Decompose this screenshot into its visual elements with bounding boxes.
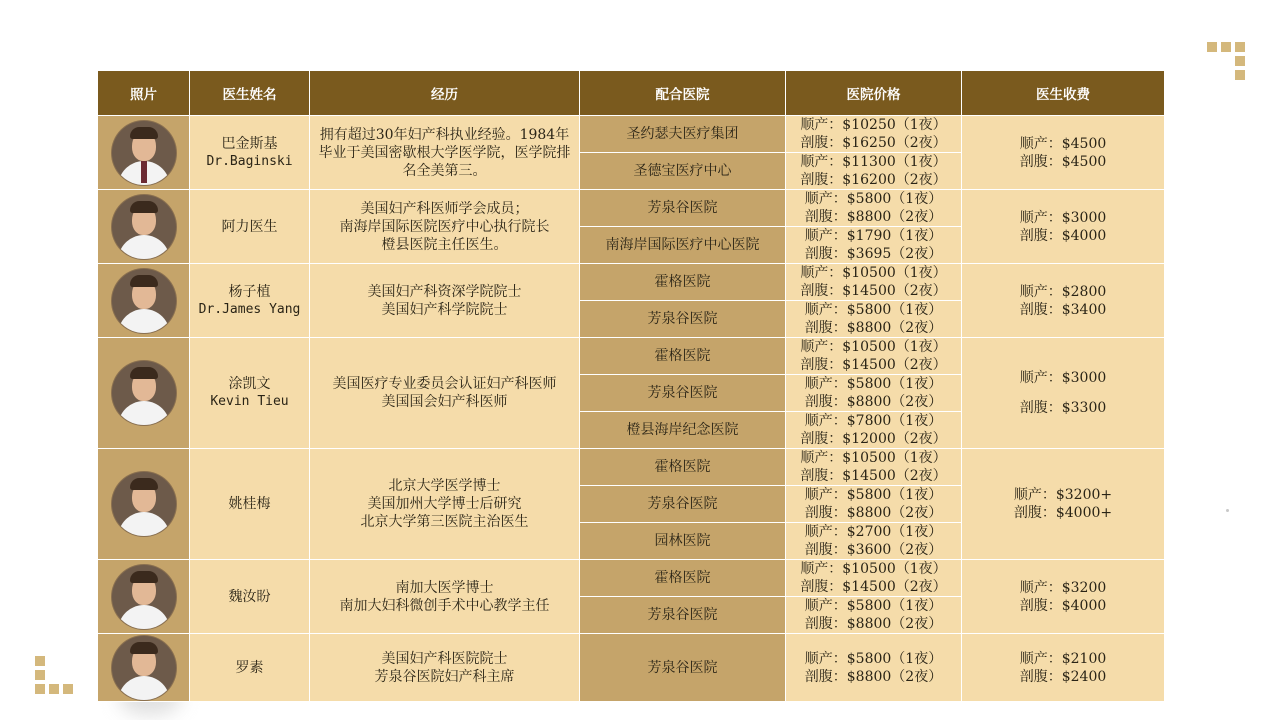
experience-line: 橙县医院主任医生。 <box>381 236 508 253</box>
fee-c-section: 剖腹：$4000 <box>1019 227 1107 244</box>
doctor-experience-cell <box>310 449 580 560</box>
fee-natural-birth: 顺产：$2100 <box>1019 650 1107 667</box>
price-natural-birth: 顺产：$10500（1夜） <box>800 265 947 281</box>
doctor-experience-cell <box>310 190 580 264</box>
doctor-fee-table <box>97 70 1165 702</box>
price-natural-birth: 顺产：$5800（1夜） <box>804 598 943 614</box>
doctor-name-cell <box>190 449 310 560</box>
price-c-section: 剖腹：$14500（2夜） <box>800 357 947 373</box>
price-natural-birth: 顺产：$2700（1夜） <box>804 524 943 540</box>
hospital-price-cell <box>786 634 962 702</box>
fee-natural-birth: 顺产：$3200+ <box>1013 487 1113 503</box>
doctor-name-cell <box>190 264 310 338</box>
doctor-experience-cell <box>310 338 580 449</box>
doctor-photo-cell <box>98 449 190 560</box>
price-natural-birth: 顺产：$5800（1夜） <box>804 487 943 503</box>
hospital-price-cell <box>786 153 962 190</box>
price-c-section: 剖腹：$16250（2夜） <box>800 135 947 151</box>
header-partner-hospital: 配合医院 <box>580 71 786 116</box>
hospital-price-cell <box>786 116 962 153</box>
doctor-name-cell <box>190 634 310 702</box>
doctor-name-en: Dr.James Yang <box>198 301 301 317</box>
price-c-section: 剖腹：$3600（2夜） <box>804 542 943 558</box>
doctor-name-cn: 阿力医生 <box>221 218 278 235</box>
price-natural-birth: 顺产：$11300（1夜） <box>800 154 947 170</box>
partner-hospital-cell: 芳泉谷医院 <box>580 486 786 523</box>
experience-line: 南海岸国际医院医疗中心执行院长 <box>339 218 550 235</box>
doctor-fee-cell <box>962 449 1165 560</box>
doctor-name-cn: 杨子植 <box>228 283 271 300</box>
doctor-photo-cell <box>98 560 190 634</box>
partner-hospital-cell: 圣德宝医疗中心 <box>580 153 786 190</box>
price-c-section: 剖腹：$3695（2夜） <box>804 246 943 262</box>
doctor-experience-cell <box>310 116 580 190</box>
partner-hospital-cell: 霍格医院 <box>580 449 786 486</box>
table-row <box>98 449 1165 486</box>
fee-natural-birth: 顺产：$3200 <box>1019 579 1107 596</box>
partner-hospital-cell: 圣约瑟夫医疗集团 <box>580 116 786 153</box>
experience-line: 南加大妇科微创手术中心教学主任 <box>339 597 550 614</box>
hospital-price-cell <box>786 338 962 375</box>
experience-line: 美国加州大学博士后研究 <box>367 496 522 512</box>
doctor-avatar <box>112 269 176 333</box>
doctor-name-cn: 涂凯文 <box>228 376 271 392</box>
hospital-price-cell <box>786 412 962 449</box>
doctor-photo-cell <box>98 264 190 338</box>
table-row <box>98 338 1165 375</box>
doctor-photo-cell <box>98 190 190 264</box>
doctor-name-cn: 姚桂梅 <box>228 496 271 512</box>
fee-c-section: 剖腹：$4500 <box>1019 153 1107 170</box>
price-natural-birth: 顺产：$5800（1夜） <box>804 650 943 667</box>
partner-hospital-cell: 芳泉谷医院 <box>580 375 786 412</box>
doctor-avatar <box>112 636 176 700</box>
doctor-photo-cell <box>98 116 190 190</box>
doctor-experience-cell <box>310 560 580 634</box>
doctor-name-cell <box>190 338 310 449</box>
experience-line: 美国妇产科学院院士 <box>381 301 508 318</box>
price-natural-birth: 顺产：$7800（1夜） <box>804 413 943 429</box>
experience-line: 北京大学医学博士 <box>388 478 501 494</box>
table-row <box>98 116 1165 153</box>
fee-c-section: 剖腹：$2400 <box>1019 668 1107 685</box>
doctor-avatar <box>112 472 176 536</box>
doctor-fee-cell <box>962 560 1165 634</box>
hospital-price-cell <box>786 190 962 227</box>
doctor-fee-cell <box>962 264 1165 338</box>
price-c-section: 剖腹：$8800（2夜） <box>804 668 943 685</box>
doctor-name-cell <box>190 116 310 190</box>
experience-line: 美国国会妇产科医师 <box>381 394 508 410</box>
price-c-section: 剖腹：$8800（2夜） <box>804 209 943 225</box>
fee-natural-birth: 顺产：$3000 <box>1019 209 1107 226</box>
doctor-photo-cell <box>98 338 190 449</box>
hospital-price-cell <box>786 227 962 264</box>
experience-line: 美国医疗专业委员会认证妇产科医师 <box>332 376 557 392</box>
partner-hospital-cell: 芳泉谷医院 <box>580 597 786 634</box>
header-experience: 经历 <box>310 71 580 116</box>
fee-natural-birth: 顺产：$2800 <box>1019 283 1107 300</box>
doctor-avatar <box>112 195 176 259</box>
price-natural-birth: 顺产：$10500（1夜） <box>800 450 947 466</box>
partner-hospital-cell: 南海岸国际医疗中心医院 <box>580 227 786 264</box>
doctor-avatar <box>112 361 176 425</box>
table-row <box>98 560 1165 597</box>
table-header-row <box>98 71 1165 116</box>
hospital-price-cell <box>786 486 962 523</box>
price-natural-birth: 顺产：$5800（1夜） <box>804 191 943 207</box>
header-doctor-name: 医生姓名 <box>190 71 310 116</box>
partner-hospital-cell: 芳泉谷医院 <box>580 634 786 702</box>
hospital-price-cell <box>786 264 962 301</box>
fee-c-section: 剖腹：$3400 <box>1019 301 1107 318</box>
experience-line: 南加大医学博士 <box>395 579 494 596</box>
price-natural-birth: 顺产：$10500（1夜） <box>800 561 947 577</box>
hospital-price-cell <box>786 597 962 634</box>
hospital-price-cell <box>786 449 962 486</box>
doctor-name-cn: 巴金斯基 <box>221 135 278 152</box>
price-natural-birth: 顺产：$5800（1夜） <box>804 376 943 392</box>
doctor-name-cn: 罗素 <box>235 659 264 676</box>
partner-hospital-cell: 园林医院 <box>580 523 786 560</box>
doctor-name-en: Dr.Baginski <box>206 153 293 169</box>
partner-hospital-cell: 橙县海岸纪念医院 <box>580 412 786 449</box>
price-c-section: 剖腹：$8800（2夜） <box>804 394 943 410</box>
table-row <box>98 264 1165 301</box>
experience-line: 美国妇产科医师学会成员； <box>360 200 529 217</box>
corner-decoration-top-right <box>1207 42 1247 82</box>
header-photo: 照片 <box>98 71 190 116</box>
price-natural-birth: 顺产：$10500（1夜） <box>800 339 947 355</box>
fee-natural-birth: 顺产：$3000 <box>1019 370 1107 386</box>
doctor-avatar <box>112 565 176 629</box>
hospital-price-cell <box>786 375 962 412</box>
partner-hospital-cell: 霍格医院 <box>580 338 786 375</box>
doctor-experience-cell <box>310 634 580 702</box>
doctor-photo-cell <box>98 634 190 702</box>
table-row <box>98 190 1165 227</box>
price-c-section: 剖腹：$14500（2夜） <box>800 579 947 595</box>
partner-hospital-cell: 霍格医院 <box>580 560 786 597</box>
table-row <box>98 634 1165 702</box>
price-c-section: 剖腹：$8800（2夜） <box>804 616 943 632</box>
fee-c-section: 剖腹：$4000 <box>1019 597 1107 614</box>
doctor-name-en: Kevin Tieu <box>210 394 289 409</box>
doctor-fee-cell <box>962 634 1165 702</box>
experience-line: 北京大学第三医院主治医生 <box>360 514 529 530</box>
doctor-fee-cell <box>962 116 1165 190</box>
price-c-section: 剖腹：$14500（2夜） <box>800 468 947 484</box>
price-natural-birth: 顺产：$1790（1夜） <box>804 228 943 244</box>
partner-hospital-cell: 芳泉谷医院 <box>580 190 786 227</box>
experience-line: 美国妇产科资深学院院士 <box>367 283 522 300</box>
doctor-experience-cell <box>310 264 580 338</box>
price-natural-birth: 顺产：$5800（1夜） <box>804 302 943 318</box>
price-c-section: 剖腹：$8800（2夜） <box>804 320 943 336</box>
decorative-dot <box>1226 509 1229 512</box>
hospital-price-cell <box>786 301 962 338</box>
experience-line: 拥有超过30年妇产科执业经验。1984年毕业于美国密歇根大学医学院，医学院排名全美第三。 <box>318 126 571 179</box>
experience-line: 美国妇产科医院院士 <box>381 650 508 667</box>
hospital-price-cell <box>786 560 962 597</box>
partner-hospital-cell: 霍格医院 <box>580 264 786 301</box>
doctor-avatar <box>112 121 176 185</box>
header-doctor-fee: 医生收费 <box>962 71 1165 116</box>
doctor-name-cell <box>190 190 310 264</box>
doctor-fee-cell <box>962 338 1165 449</box>
header-hospital-price: 医院价格 <box>786 71 962 116</box>
price-c-section: 剖腹：$16200（2夜） <box>800 172 947 188</box>
partner-hospital-cell: 芳泉谷医院 <box>580 301 786 338</box>
experience-line: 芳泉谷医院妇产科主席 <box>374 668 515 685</box>
doctor-name-cell <box>190 560 310 634</box>
corner-decoration-bottom-left <box>35 656 75 696</box>
price-c-section: 剖腹：$12000（2夜） <box>800 431 947 447</box>
doctor-fee-cell <box>962 190 1165 264</box>
fee-c-section: 剖腹：$4000+ <box>1013 505 1113 521</box>
hospital-price-cell <box>786 523 962 560</box>
fee-natural-birth: 顺产：$4500 <box>1019 135 1107 152</box>
fee-c-section: 剖腹：$3300 <box>1019 400 1107 416</box>
price-c-section: 剖腹：$14500（2夜） <box>800 283 947 299</box>
price-c-section: 剖腹：$8800（2夜） <box>804 505 943 521</box>
price-natural-birth: 顺产：$10250（1夜） <box>800 117 947 133</box>
doctor-name-cn: 魏汝盼 <box>228 588 271 605</box>
